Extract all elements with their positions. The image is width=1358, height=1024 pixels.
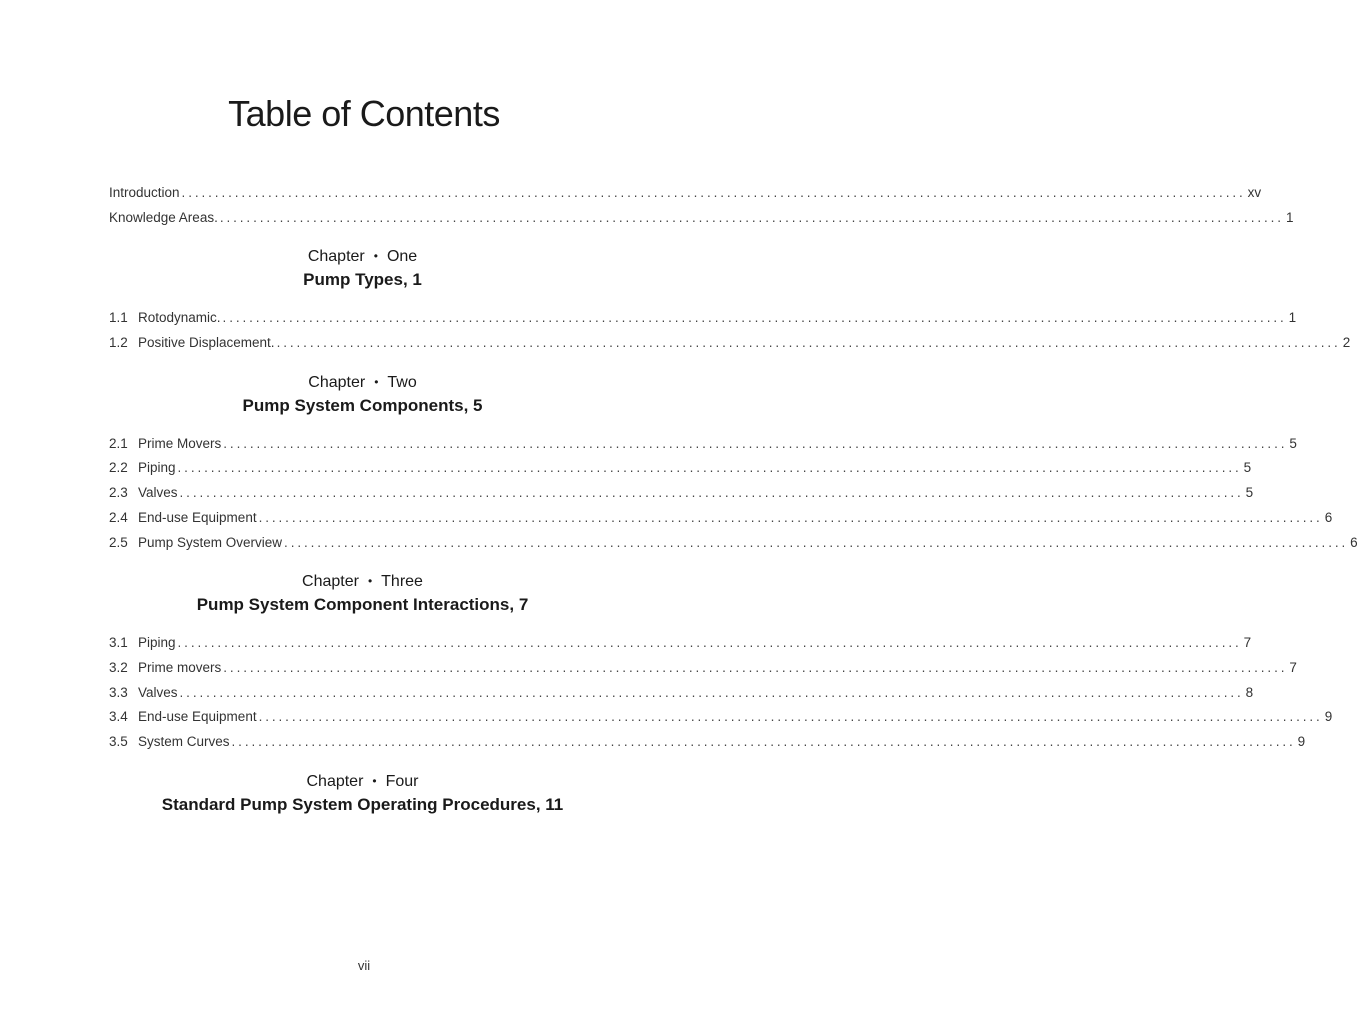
chapter-title: Pump Types, 1 bbox=[303, 270, 422, 290]
section-page: 5 bbox=[1243, 460, 1252, 476]
chapter-title: Standard Pump System Operating Procedures, 11 bbox=[161, 794, 564, 814]
toc-entry-label: Introduction bbox=[109, 185, 180, 200]
section-page: 5 bbox=[1289, 435, 1297, 451]
toc-section-entry bbox=[109, 306, 1297, 331]
section-number: 3.3 bbox=[109, 684, 128, 700]
section-label: Prime Movers bbox=[138, 435, 222, 451]
toc-section-entry bbox=[109, 432, 1297, 457]
section-number: 1.1 bbox=[109, 310, 128, 326]
section-number: 3.1 bbox=[109, 635, 128, 651]
page-number: vii bbox=[357, 958, 371, 973]
section-page: 2 bbox=[1342, 335, 1351, 351]
toc-entry-knowledge-areas bbox=[109, 206, 1294, 231]
chapter-word: Chapter bbox=[308, 373, 366, 391]
section-page: 9 bbox=[1324, 709, 1333, 725]
chapter-heading-two bbox=[107, 370, 618, 418]
chapter-number: One bbox=[386, 248, 418, 266]
dot-leader: ................................................................................................................................................................ bbox=[177, 635, 1242, 651]
toc-entry-page: 1 bbox=[1285, 209, 1294, 225]
section-number: 3.5 bbox=[109, 733, 128, 749]
dot-leader: ................................................................................................................................................................ bbox=[258, 509, 1323, 525]
chapter-heading-four bbox=[107, 769, 618, 817]
toc-section-entry bbox=[109, 481, 1254, 506]
section-page: 6 bbox=[1324, 509, 1333, 525]
toc-section-entry bbox=[109, 631, 1252, 656]
dot-leader: ................................................................................................................................................................ bbox=[177, 460, 1242, 476]
chapter-number: Four bbox=[385, 772, 419, 790]
section-number: 3.4 bbox=[109, 709, 128, 725]
chapter-title: Pump System Component Interactions, 7 bbox=[196, 595, 529, 615]
chapter-heading-one bbox=[107, 244, 618, 292]
section-label: End-use Equipment bbox=[138, 509, 257, 525]
dot-leader: ................................................................................................................................................................ bbox=[181, 185, 1246, 200]
section-label: System Curves bbox=[138, 733, 230, 749]
section-label: End-use Equipment bbox=[138, 709, 257, 725]
dot-leader: ................................................................................................................................................................ bbox=[223, 659, 1288, 675]
chapter-word: Chapter bbox=[307, 248, 365, 266]
chapter-sections-three bbox=[109, 631, 1333, 754]
section-label: Positive Displacement. bbox=[138, 335, 275, 351]
section-label: Pump System Overview bbox=[138, 534, 283, 550]
dot-leader: ................................................................................................................................................................ bbox=[223, 435, 1288, 451]
chapter-title: Pump System Components, 5 bbox=[242, 395, 483, 415]
toc-section-entry bbox=[109, 456, 1252, 481]
section-page: 6 bbox=[1350, 534, 1358, 550]
toc-section-entry bbox=[109, 730, 1306, 755]
chapter-separator: • bbox=[372, 773, 377, 788]
dot-leader: ................................................................................................................................................................ bbox=[219, 209, 1284, 225]
section-page: 1 bbox=[1288, 310, 1297, 326]
toc-section-entry bbox=[109, 531, 1358, 556]
toc-section-entry bbox=[109, 656, 1297, 681]
chapter-number-line bbox=[107, 370, 618, 394]
section-label: Rotodynamic. bbox=[138, 310, 221, 326]
dot-leader: ................................................................................................................................................................ bbox=[179, 684, 1244, 700]
chapter-separator: • bbox=[367, 574, 373, 589]
chapter-sections-two bbox=[109, 432, 1358, 555]
dot-leader: ................................................................................................................................................................ bbox=[258, 709, 1323, 725]
table-of-contents bbox=[109, 181, 1358, 817]
toc-entry-page: xv bbox=[1247, 185, 1262, 200]
page-title: Table of Contents bbox=[228, 93, 500, 134]
section-number: 2.4 bbox=[109, 509, 128, 525]
section-number: 2.3 bbox=[109, 485, 128, 501]
toc-section-entry bbox=[109, 681, 1254, 706]
section-page: 7 bbox=[1289, 659, 1297, 675]
chapter-separator: • bbox=[373, 249, 378, 264]
section-page: 5 bbox=[1245, 485, 1254, 501]
chapter-number-line bbox=[107, 569, 618, 593]
section-label: Piping bbox=[138, 460, 176, 476]
toc-section-entry bbox=[109, 331, 1351, 356]
section-label: Valves bbox=[138, 684, 178, 700]
dot-leader: ................................................................................................................................................................ bbox=[231, 733, 1296, 749]
chapter-separator: • bbox=[374, 374, 379, 389]
chapter-number-line bbox=[107, 244, 618, 268]
section-number: 2.1 bbox=[109, 435, 128, 451]
toc-section-entry bbox=[109, 705, 1333, 730]
section-label: Valves bbox=[138, 485, 178, 501]
section-number: 2.5 bbox=[109, 534, 128, 550]
chapter-number: Two bbox=[387, 373, 417, 391]
dot-leader: ................................................................................................................................................................ bbox=[284, 534, 1349, 550]
section-number: 2.2 bbox=[109, 460, 128, 476]
section-page: 7 bbox=[1243, 635, 1252, 651]
section-page: 8 bbox=[1245, 684, 1254, 700]
toc-entry-label: Knowledge Areas. bbox=[109, 209, 218, 225]
toc-section-entry bbox=[109, 506, 1333, 531]
chapter-word: Chapter bbox=[302, 573, 359, 591]
chapter-number-line bbox=[107, 769, 618, 793]
chapter-sections-one bbox=[109, 306, 1351, 355]
dot-leader: ................................................................................................................................................................ bbox=[222, 310, 1287, 326]
section-number: 1.2 bbox=[109, 335, 128, 351]
section-number: 3.2 bbox=[109, 659, 128, 675]
toc-entry-introduction bbox=[109, 181, 1262, 206]
chapter-word: Chapter bbox=[306, 772, 364, 790]
section-page: 9 bbox=[1297, 733, 1306, 749]
dot-leader: ................................................................................................................................................................ bbox=[276, 335, 1341, 351]
dot-leader: ................................................................................................................................................................ bbox=[179, 485, 1244, 501]
section-label: Prime movers bbox=[138, 659, 222, 675]
section-label: Piping bbox=[138, 635, 176, 651]
chapter-heading-three bbox=[107, 569, 618, 617]
chapter-number: Three bbox=[381, 573, 423, 591]
